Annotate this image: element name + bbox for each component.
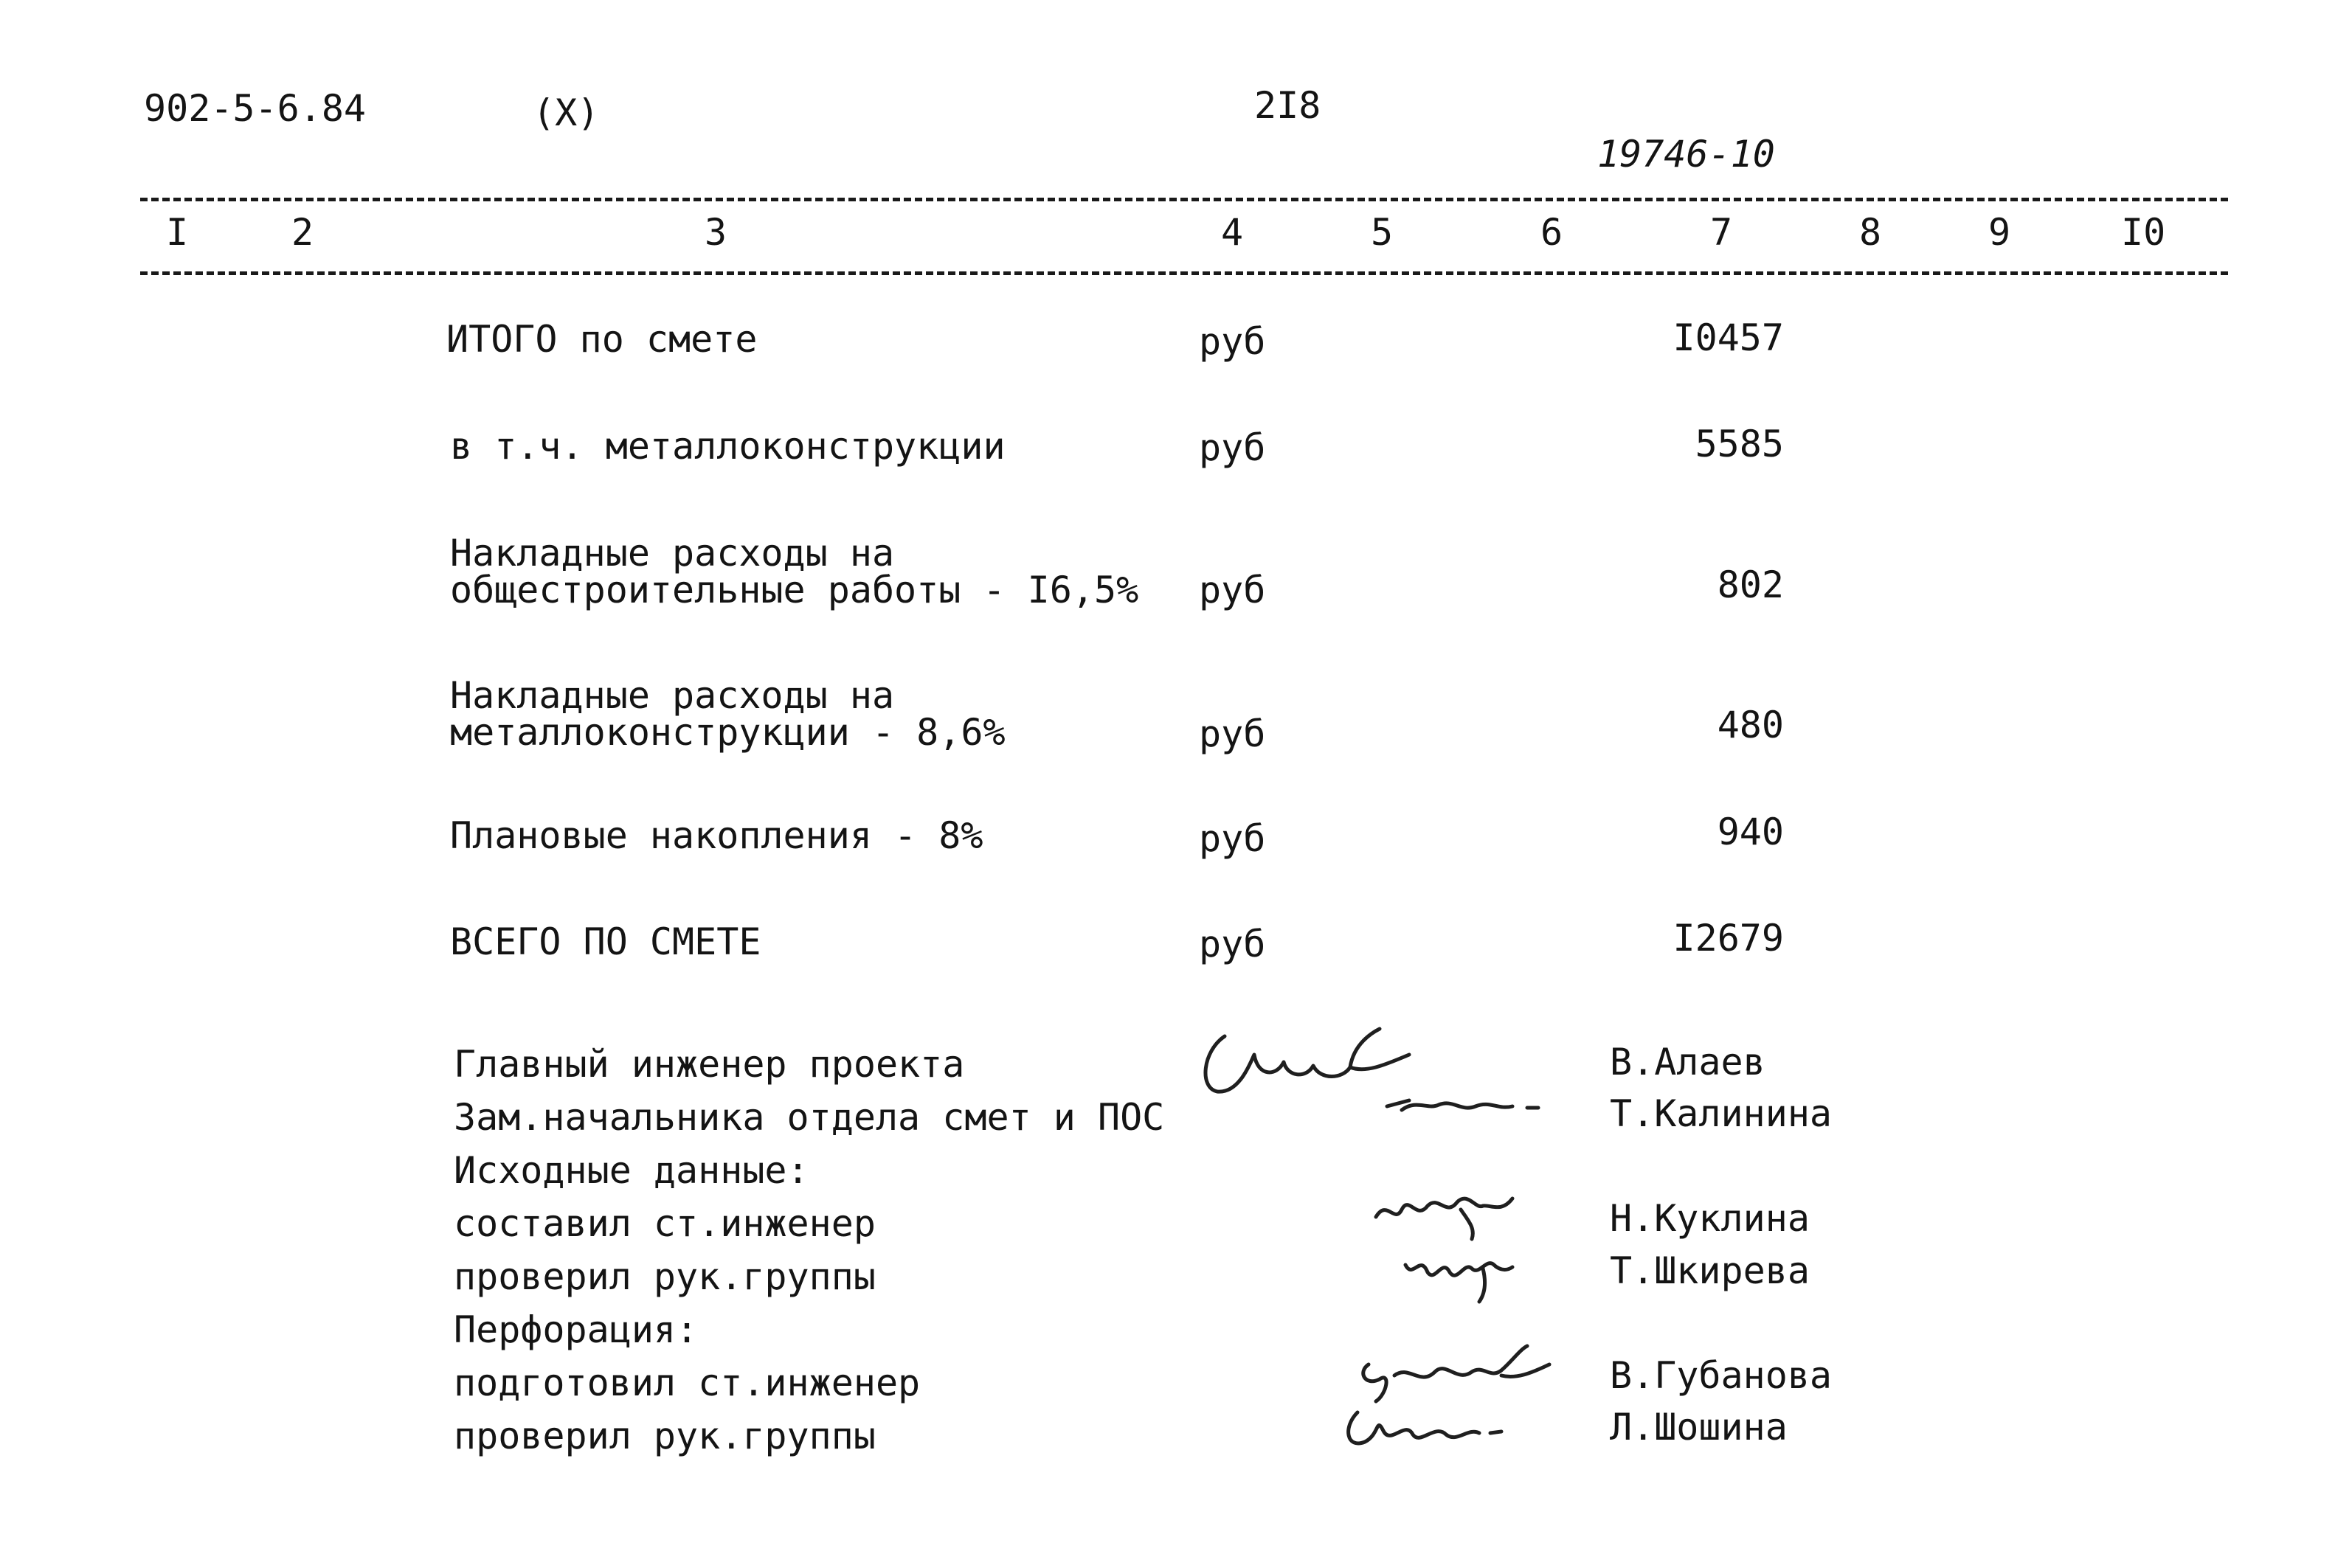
column-header-10: I0	[2121, 211, 2166, 254]
row-1-unit: руб	[1199, 320, 1266, 363]
row-2-amount: 5585	[1695, 423, 1784, 465]
row-4-description-line-2: металлоконструкции - 8,6%	[450, 711, 1006, 754]
row-2-description: в т.ч. металлоконструкции	[450, 425, 1006, 468]
signature-compiled-by	[1372, 1184, 1520, 1243]
row-1-amount: I0457	[1673, 316, 1784, 359]
column-header-1: I	[166, 211, 189, 254]
prepared-by-label: подготовил ст.инженер	[454, 1361, 921, 1404]
header-bottom-rule	[140, 271, 2228, 275]
row-6-unit: руб	[1199, 923, 1266, 965]
column-header-6: 6	[1540, 211, 1563, 254]
checked-by-label-2: проверил рук.группы	[454, 1415, 876, 1457]
header-top-rule	[140, 198, 2228, 201]
section-mark: (X)	[533, 91, 600, 134]
signature-checked-by-1	[1402, 1239, 1520, 1305]
document-code: 902-5-6.84	[144, 87, 367, 130]
row-5-amount: 940	[1717, 811, 1784, 853]
row-3-unit: руб	[1199, 569, 1266, 611]
prepared-by-name: В.Губанова	[1610, 1354, 1833, 1397]
row-6-amount: I2679	[1673, 917, 1784, 960]
column-header-4: 4	[1221, 211, 1244, 254]
row-3-amount: 802	[1717, 563, 1784, 606]
row-6-description: ВСЕГО ПО СМЕТЕ	[450, 920, 761, 963]
deputy-head-name: Т.Калинина	[1610, 1092, 1833, 1135]
page-number: 2I8	[1254, 84, 1321, 127]
perforation-label: Перфорация:	[454, 1308, 699, 1351]
column-header-5: 5	[1371, 211, 1394, 254]
column-header-3: 3	[705, 211, 727, 254]
checked-by-label-1: проверил рук.группы	[454, 1255, 876, 1298]
signature-checked-by-2	[1339, 1398, 1531, 1457]
column-header-2: 2	[291, 211, 314, 254]
inventory-number: 19746-10	[1597, 133, 1775, 176]
row-4-description-line-1: Накладные расходы на	[450, 674, 895, 717]
checked-by-name-2: Л.Шошина	[1610, 1406, 1788, 1449]
row-4-unit: руб	[1199, 712, 1266, 755]
compiled-by-label: составил ст.инженер	[454, 1202, 876, 1245]
row-3-description-line-2: общестроительные работы - I6,5%	[450, 569, 1139, 611]
row-5-description: Плановые накопления - 8%	[450, 814, 983, 857]
row-2-unit: руб	[1199, 426, 1266, 469]
checked-by-name-1: Т.Шкирева	[1610, 1249, 1810, 1292]
column-header-8: 8	[1859, 211, 1882, 254]
column-header-9: 9	[1988, 211, 2011, 254]
signature-deputy-head	[1380, 1084, 1571, 1128]
deputy-head-label: Зам.начальника отдела смет и ПОС	[454, 1096, 1165, 1139]
compiled-by-name: Н.Куклина	[1610, 1197, 1810, 1240]
row-4-amount: 480	[1717, 704, 1784, 746]
row-1-description: ИТОГО по смете	[446, 318, 758, 361]
chief-engineer-name: В.Алаев	[1610, 1041, 1765, 1083]
chief-engineer-label: Главный инженер проекта	[454, 1043, 965, 1086]
source-data-label: Исходные данные:	[454, 1149, 809, 1192]
column-header-7: 7	[1710, 211, 1733, 254]
row-3-description-line-1: Накладные расходы на	[450, 532, 895, 575]
row-5-unit: руб	[1199, 817, 1266, 860]
